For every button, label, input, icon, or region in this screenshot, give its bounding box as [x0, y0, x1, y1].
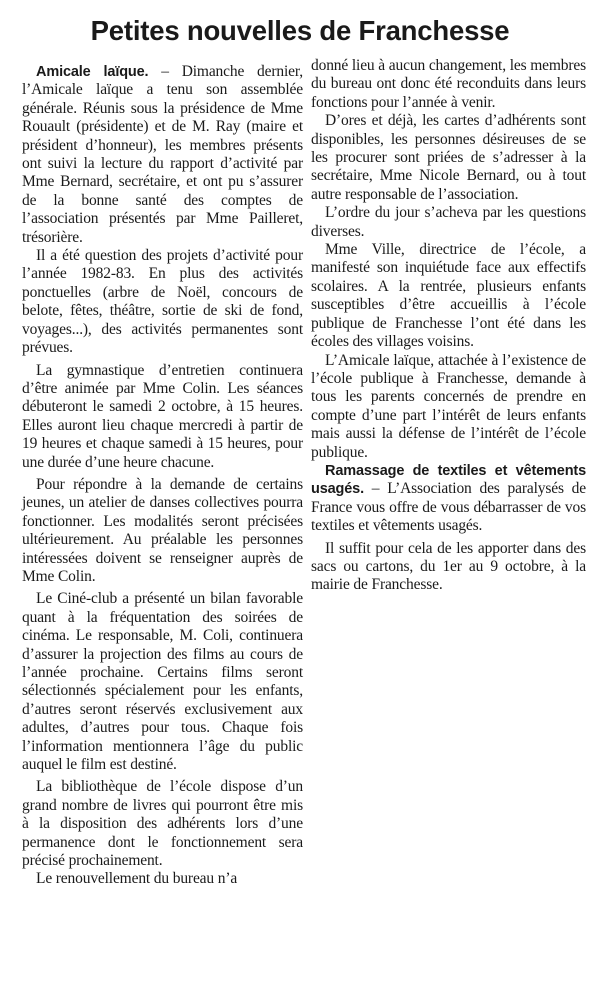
paragraph-ecole-publique: L’Amicale laïque, attachée à l’existence de l’école publique à Franchesse, demande à tous les parents concernés de prendre en compte d’une part l’intérêt de leurs enfants mais aussi la défense de l’intérêt de l’école publique.	[311, 351, 586, 461]
paragraph-gymnastique: La gymnastique d’entretien continuera d’être animée par Mme Colin. Les séances débuteront le samedi 2 octobre, à 15 heures. Elles auront lieu chaque mercredi à partir de 19 heures et chaque samedi à 15 heures, pour une durée d’une heure chacune.	[22, 361, 303, 471]
paragraph-renouvellement: Le renouvellement du bureau n’a	[36, 870, 238, 888]
paragraph-projets: Il a été question des projets d’activité pour l’année 1982-83. En plus des activités ponctuelles (arbre de Noël, concours de belote, fêtes, théâtre, sortie de ski de fond, voyages...), des activités permanentes sont prévues.	[22, 247, 303, 357]
paragraph-cartes-adherents: D’ores et déjà, les cartes d’adhérents sont disponibles, les personnes désireuses de se les procurer sont priées de s’adresser à la secrétaire, Mme Nicole Bernard, ou à tout autre responsable de l’association.	[311, 112, 586, 203]
section-keyword-ramassage: Ramassage de textiles et vêtements usagés.	[311, 462, 586, 498]
paragraph-ramassage: Ramassage de textiles et vêtements usagés. – L’Association des paralysés de France vous offre de vous débarrasser de vos textiles et vêtements usagés.	[311, 462, 586, 535]
section-keyword-amicale: Amicale laïque.	[36, 64, 149, 80]
paragraph-danses: Pour répondre à la demande de certains jeunes, un atelier de danses collectives pourra fonctionner. Les modalités seront précisées ultérieurement. Au préalable les personnes intéressées doivent se renseigner auprès de Mme Colin.	[22, 475, 303, 585]
paragraph-directrice: Mme Ville, directrice de l’école, a manifesté son inquiétude face aux effectifs scolaires. A la rentrée, plusieurs enfants susceptibles d’être accueillis à l’école publique de Franchesse l’ont été dans les écoles des villages voisins.	[311, 241, 586, 351]
paragraph-amicale: Amicale laïque. – Dimanche dernier, l’Amicale laïque a tenu son assemblée générale. Réunis sous la présidence de Mme Rouault (présidente) et de M. Ray (maire et président d’honneur), les membres présents ont suivi la lecture du rapport d’activité par Mme Bernard, secrétaire, et ont pu s’assurer de la bonne santé des comptes de l’association présentés par Mme Pailleret, trésorière.	[22, 63, 303, 246]
paragraph-bibliotheque: La bibliothèque de l’école dispose d’un grand nombre de livres qui pourront être mis à la disposition des adhérents lors d’une permanence dont le fonctionnement sera précisé prochainement.	[22, 778, 303, 870]
paragraph-bureau-continued: donné lieu à aucun changement, les membres du bureau ont donc été reconduits dans leurs fonctions pour l’année à venir.	[311, 57, 586, 111]
left-column	[22, 63, 303, 889]
paragraph-cine-club: Le Ciné-club a présenté un bilan favorable quant à la fréquentation des soirées de cinéma. Le responsable, M. Coli, continuera d’assurer la projection des films au cours de l’année prochaine. Certains films seront sélectionnés spécialement pour les enfants, d’autres seront réservés exclusivement aux adultes, d’autres pour tous. Chaque fois l’information mentionnera l’âge du public auquel le film est destiné.	[22, 590, 303, 774]
paragraph-apporter: Il suffit pour cela de les apporter dans des sacs ou cartons, du 1er au 9 octobre, à la mairie de Franchesse.	[311, 539, 586, 594]
article-headline: Petites nouvelles de Franchesse	[90, 15, 510, 46]
right-column	[311, 57, 586, 595]
paragraph-ordre-du-jour: L’ordre du jour s’acheva par les questions diverses.	[311, 204, 586, 240]
